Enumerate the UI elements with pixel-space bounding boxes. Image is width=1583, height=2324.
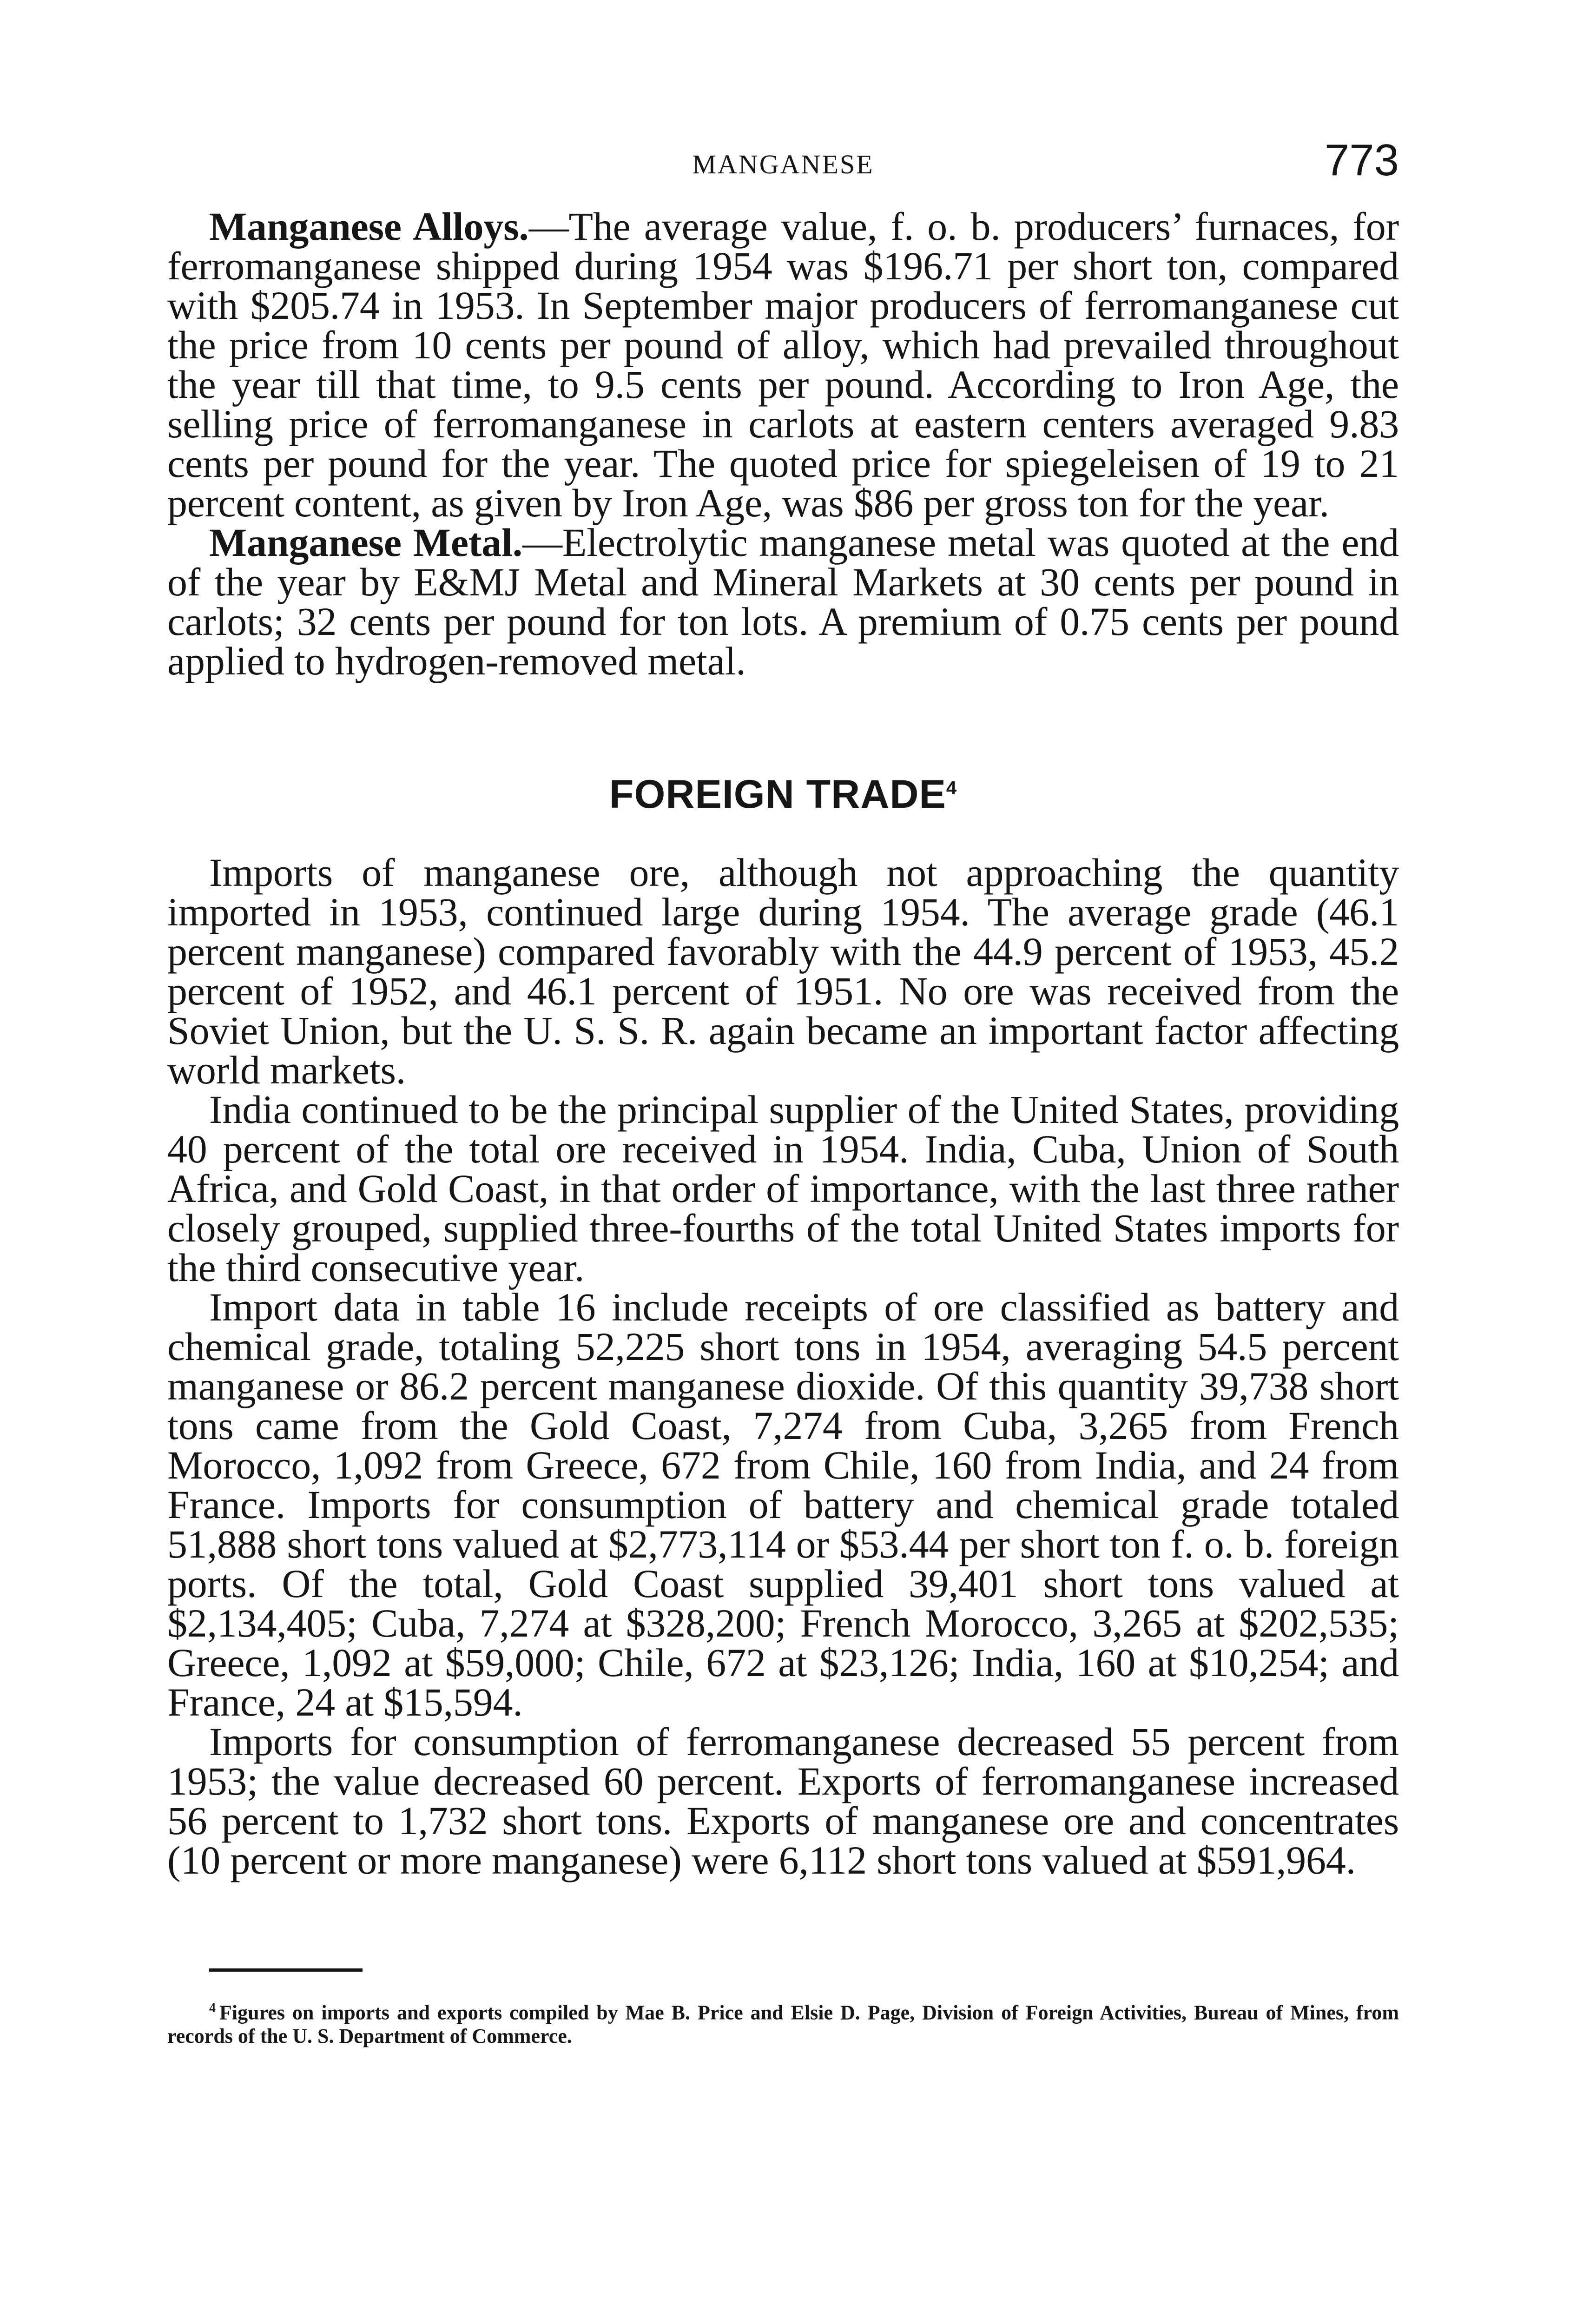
footnote — [167, 1997, 1399, 2048]
footnote-rule — [209, 1968, 363, 1972]
foreign-trade-heading — [167, 772, 1399, 818]
manganese-metal-heading: Manganese Metal. — [209, 520, 523, 565]
footnote-text: Figures on imports and exports compiled by Mae B. Price and Elsie D. Page, Division of Foreign Activities, Bureau of Mines, from records of the U. S. Department of Commerce. — [167, 2001, 1399, 2047]
foreign-trade-paragraph: India continued to be the principal supplier of the United States, providing 40 percent of the total ore received in 1954. India, Cuba, Union of South Africa, and Gold Coast, in that order of importance, with the last three rather closely grouped, supplied three-fourths of the total United States imports for the third consecutive year. — [167, 1087, 1399, 1290]
page-number: 773 — [1324, 135, 1399, 185]
footnote-mark: 4 — [209, 2001, 216, 2015]
foreign-trade-paragraph: Imports of manganese ore, although not approaching the quantity imported in 1953, continued large during 1954. The average grade (46.1 percent manganese) compared favorably with the 44.9 percent of 1953, 45.2 percent of 1952, and 46.1 percent of 1951. No ore was received from the Soviet Union, but the U. S. S. R. again became an important factor affecting world markets. — [167, 850, 1399, 1092]
footnote-reference: 4 — [946, 778, 957, 799]
foreign-trade-paragraph: Import data in table 16 include receipts of ore classified as battery and chemical grade, totaling 52,225 short tons in 1954, averaging 54.5 percent manganese or 86.2 percent manganese dioxide. Of this quantity 39,738 short tons came from the Gold Coast, 7,274 from Cuba, 3,265 from French Morocco, 1,092 from Greece, 672 from Chile, 160 from India, and 24 from France. Imports for consumption of battery and chemical grade totaled 51,888 short tons valued at $2,773,114 or $53.44 per short ton f. o. b. foreign ports. Of the total, Gold Coast supplied 39,401 short tons valued at $2,134,405; Cuba, 7,274 at $328,200; French Morocco, 3,265 at $202,535; Greece, 1,092 at $59,000; Chile, 672 at $23,126; India, 160 at $10,254; and France, 24 at $15,594. — [167, 1285, 1399, 1724]
manganese-metal-paragraph — [167, 520, 1399, 683]
foreign-trade-section — [167, 850, 1399, 1882]
running-head — [167, 135, 1399, 195]
prices-section — [167, 204, 1399, 683]
manganese-alloys-text: —The average value, f. o. b. producers’ furnaces, for ferromanganese shipped during 1954 was $196.71 per short ton, compared with $205.74 in 1953. In September major producers of ferromanganese cut the price from 10 cents per pound of alloy, which had prevailed throughout the year till that time, to 9.5 cents per pound. According to Iron Age, the selling price of ferromanganese in carlots at eastern centers averaged 9.83 cents per pound for the year. The quoted price for spiegeleisen of 19 to 21 percent content, as given by Iron Age, was $86 per gross ton for the year. — [167, 204, 1399, 525]
foreign-trade-title: FOREIGN TRADE — [609, 772, 946, 817]
running-title: MANGANESE — [692, 149, 874, 179]
manganese-metal-text: —Electrolytic manganese metal was quoted at the end of the year by E&MJ Metal and Mineral Markets at 30 cents per pound in carlots; 32 cents per pound for ton lots. A premium of 0.75 cents per pound applied to hydrogen-removed metal. — [167, 520, 1399, 683]
foreign-trade-paragraph: Imports for consumption of ferromanganese decreased 55 percent from 1953; the value decreased 60 percent. Exports of ferromanganese increased 56 percent to 1,732 short tons. Exports of manganese ore and concentrates (10 percent or more manganese) were 6,112 short tons valued at $591,964. — [167, 1719, 1399, 1882]
manganese-alloys-paragraph — [167, 204, 1399, 525]
manganese-alloys-heading: Manganese Alloys. — [209, 204, 529, 249]
